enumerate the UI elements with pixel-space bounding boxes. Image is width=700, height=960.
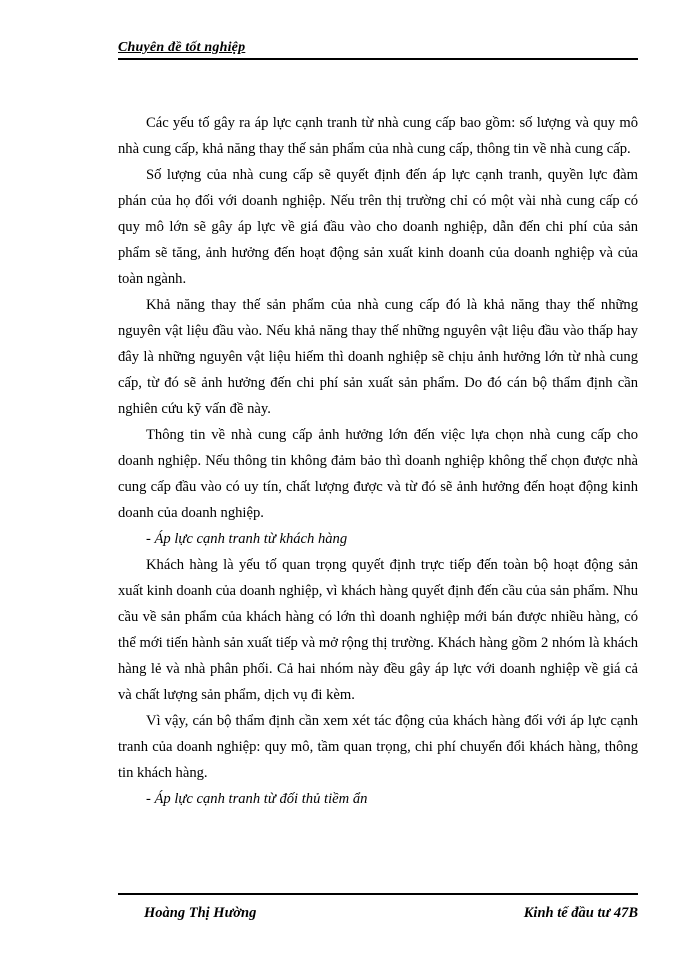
paragraph-suppliers-factors: Các yếu tố gây ra áp lực cạnh tranh từ nhà cung cấp bao gồm: số lượng và quy mô nhà cung cấp, khả năng thay thế sản phẩm của nhà cung cấp, thông tin về nhà cung cấp.: [118, 115, 638, 157]
header-title: Chuyên đề tốt nghiệp: [118, 40, 246, 55]
paragraph-customers: Khách hàng là yếu tố quan trọng quyết định trực tiếp đến toàn bộ hoạt động sản xuất kinh doanh của doanh nghiệp, vì khách hàng quyết định đến cầu của sản phẩm. Nhu cầu về sản phẩm của khách hàng có lớn thì doanh nghiệp mới bán được nhiều hàng, có thể mới tiến hành sản xuất tiếp và mở rộng thị trường. Khách hàng gồm 2 nhóm là khách hàng lẻ và nhà phân phối. Cả hai nhóm này đều gây áp lực với doanh nghiệp về giá cả và chất lượng sản phẩm, dịch vụ đi kèm.: [118, 557, 638, 703]
page-body: [118, 110, 638, 812]
paragraph-supplier-info: Thông tin về nhà cung cấp ảnh hưởng lớn đến việc lựa chọn nhà cung cấp cho doanh nghiệp. Nếu thông tin không đảm bảo thì doanh nghiệp không thể chọn được nhà cung cấp đầu vào có uy tín, chất lượng được và từ đó sẽ ảnh hưởng đến hoạt động kinh doanh của doanh nghiệp.: [118, 427, 638, 521]
footer-class: Kinh tế đầu tư 47B: [523, 905, 638, 921]
page-footer: [118, 893, 638, 923]
footer-author: Hoàng Thị Hường: [144, 905, 257, 921]
subheading-potential-competitors: - Áp lực cạnh tranh từ đối thủ tiềm ẩn: [146, 791, 368, 807]
paragraph-substitution: Khả năng thay thế sản phẩm của nhà cung cấp đó là khả năng thay thế những nguyên vật liệu đầu vào. Nếu khả năng thay thế những nguyên vật liệu đầu vào thấp hay đây là những nguyên vật liệu hiếm thì doanh nghiệp sẽ chịu ảnh hưởng lớn từ nhà cung cấp, từ đó sẽ ảnh hưởng đến chi phí sản xuất sản phẩm. Do đó cán bộ thẩm định cần nghiên cứu kỹ vấn đề này.: [118, 297, 638, 417]
paragraph-appraisal: Vì vậy, cán bộ thẩm định cần xem xét tác động của khách hàng đối với áp lực cạnh tranh của doanh nghiệp: quy mô, tầm quan trọng, chi phí chuyển đổi khách hàng, thông tin khách hàng.: [118, 713, 638, 781]
page-header: [118, 38, 638, 60]
subheading-customer-pressure: - Áp lực cạnh tranh từ khách hàng: [146, 531, 348, 547]
paragraph-supplier-count: Số lượng của nhà cung cấp sẽ quyết định đến áp lực cạnh tranh, quyền lực đàm phán của họ đối với doanh nghiệp. Nếu trên thị trường chỉ có một vài nhà cung cấp có quy mô lớn sẽ gây áp lực về giá đầu vào cho doanh nghiệp, dẫn đến chi phí của sản phẩm sẽ tăng, ảnh hưởng đến hoạt động sản xuất kinh doanh của doanh nghiệp và của toàn ngành.: [118, 167, 638, 287]
